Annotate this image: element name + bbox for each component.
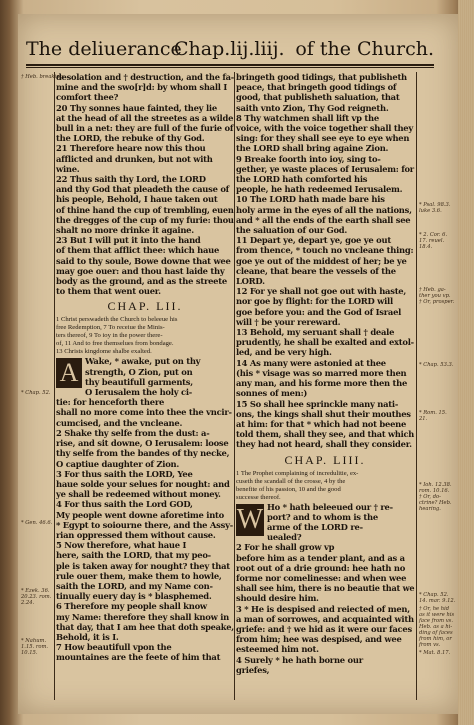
text-line: saith the LORD, and my Name con- (56, 580, 213, 591)
left-column-verses (56, 72, 234, 296)
text-line: * Egypt to soiourne there, and the Assy- (56, 519, 233, 530)
running-head (26, 34, 434, 64)
margin-note: † Or, prosper. (419, 299, 455, 305)
text-line: uealed? (267, 532, 302, 543)
text-line: people, he hath redeemed Ierusalem. (236, 184, 403, 195)
text-line: strength, O Zion, put on (85, 366, 193, 377)
margin-note: * 2. Cor. 6. (419, 232, 448, 238)
text-line: rule ouer them, make them to howle, (56, 570, 222, 581)
text-line: Behold, it is I. (56, 631, 119, 642)
text-line: goe ye out of the middest of her; be ye (236, 255, 407, 266)
text-line: at him: for that * which had not beene (236, 418, 407, 429)
text-line: mountaines are the feete of him that (56, 652, 221, 663)
margin-note: * Chap. 53.3. (419, 362, 454, 368)
text-line: the dregges of the cup of my furie: thou (56, 214, 234, 225)
text-line: O Ierusalem the holy ci- (85, 387, 192, 398)
text-line: desolation and † destruction, and the fa- (56, 72, 234, 82)
text-line: will † be your rereward. (236, 316, 341, 327)
text-line: to them that went ouer. (56, 286, 161, 297)
right-column-verses (236, 72, 414, 450)
text-line: 6 Therefore my people shall know (56, 601, 207, 612)
text-line: 22 Thus saith thy Lord, the LORD (56, 174, 206, 185)
text-line: they had not heard, shall they consider. (236, 439, 412, 450)
margin-note: † Heb. ga- (419, 287, 446, 293)
text-line: tinually euery day is * blasphemed. (56, 591, 212, 602)
summary-line: of, 11 And to free themselues from bondage. (56, 340, 174, 348)
page-edge (458, 0, 474, 725)
head-rule-thin (26, 67, 434, 68)
text-line: comfort thee? (56, 92, 119, 103)
drop-cap-53: W (236, 503, 264, 535)
drop-cap-52: A (56, 358, 82, 388)
text-line: sing: for they shall see eye to eye when (236, 133, 410, 144)
summary-line: 1 Christ perswadeth the Church to beleeue his (56, 316, 178, 324)
text-line: the saluation of our God. (236, 225, 348, 236)
margin-note: † Or, he hid (419, 606, 450, 612)
text-line: griefe: and † we hid as it were our faces (236, 623, 412, 634)
text-line: 15 So shall hee sprinckle many nati- (236, 398, 399, 409)
margin-note: ther you vp. (419, 293, 451, 299)
margin-note: 20.23. rom. (21, 594, 52, 600)
text-line: 11 Depart ye, depart ye, goe ye out (236, 235, 391, 246)
text-line: the LORD hath comforted his (236, 174, 368, 185)
text-line: afflicted and drunken, but not with (56, 153, 213, 164)
text-line: arme of the LORD re- (267, 521, 363, 532)
margin-note: * Rom. 15. (419, 410, 447, 416)
margin-rule-right (416, 72, 417, 700)
column-divider (234, 72, 235, 700)
text-line: bull in a net: they are full of the furie of (56, 123, 234, 134)
text-line: esteemed him not. (236, 644, 319, 655)
margin-note: luke 3.6. (419, 208, 442, 214)
margin-note: * Ioh. 12.38. (419, 482, 452, 488)
text-line: mine and the swo[r]d: by whom shall I (56, 82, 228, 93)
text-line: saith vnto Zion, Thy God reigneth. (236, 102, 389, 113)
text-line: thy selfe from the bandes of thy necke, (56, 448, 230, 459)
text-line: 10 The LORD hath made bare his (236, 194, 385, 205)
text-line: a man of sorrowes, and acquainted with (236, 613, 414, 624)
text-line: 4 For thus saith the Lord GOD, (56, 499, 193, 510)
text-line: 21 Therefore heare now this thou (56, 143, 206, 154)
text-line: good, that publisheth saluation, that (236, 92, 400, 103)
summary-line: free Redemption, 7 To receiue the Minis- (56, 324, 165, 332)
text-line: his people, Behold, I haue taken out (56, 194, 218, 205)
text-line: may goe ouer: and thou hast laide thy (56, 265, 225, 276)
margin-note: rom. 10.16. (419, 488, 450, 494)
margin-note: * Mat. 8.17. (419, 650, 451, 656)
text-line: ple is taken away for nought? they that (56, 560, 230, 571)
summary-line: 13 Christs kingdome shalbe exalted. (56, 348, 152, 356)
text-line: any man, and his forme more then the (236, 378, 408, 389)
text-line: wine. (56, 163, 80, 174)
text-line: My people went downe aforetime into (56, 509, 224, 520)
summary-line: cuseth the scandall of the crosse, 4 by the (236, 477, 346, 485)
text-line: and * all the ends of the earth shall see (236, 214, 411, 225)
text-line: peace, that bringeth good tidings of (236, 82, 397, 93)
chapter-heading-53: CHAP. LIII. (284, 452, 366, 467)
text-line: root out of a drie ground: hee hath no (236, 562, 406, 573)
margin-note: * Psal. 98.3. (419, 202, 451, 208)
text-line: from him; hee was despised, and wee (236, 634, 402, 645)
margin-note: Heb. as a hi- (419, 624, 453, 630)
text-line: of thine hand the cup of trembling, euen (56, 204, 234, 215)
text-line: 20 Thy sonnes haue fainted, they lie (56, 102, 217, 113)
chapter-52-text (56, 356, 234, 662)
margin-note: face from vs. (419, 618, 453, 624)
text-line: and thy God that pleadeth the cause of (56, 184, 230, 195)
running-head-right: of the Church. (295, 38, 434, 60)
text-line: of them that afflict thee: which haue (56, 245, 220, 256)
text-line: 12 For ye shall not goe out with haste, (236, 286, 407, 297)
text-line: (his * visage was so marred more then (236, 367, 407, 378)
text-line: cumcised, and the vncleane. (56, 417, 183, 428)
margin-note: * Gen. 46.6. (21, 520, 53, 526)
text-line: holy arme in the eyes of all the nations, (236, 204, 412, 215)
text-line: 2 Shake thy selfe from the dust: a- (56, 427, 210, 438)
text-line: the LORD shall bring againe Zion. (236, 143, 389, 154)
text-line: rian oppressed them without cause. (56, 529, 216, 540)
text-line: 4 Surely * he hath borne our (236, 654, 363, 665)
text-line: 7 How beautifull vpon the (56, 642, 172, 653)
margin-note: hearing. (419, 506, 441, 512)
text-line: ons, the kings shall shut their mouthes (236, 408, 411, 419)
text-line: the LORD, the rebuke of thy God. (56, 133, 205, 144)
text-line: thy beautifull garments, (85, 376, 193, 387)
text-line: 9 Breake foorth into ioy, sing to- (236, 153, 381, 164)
text-line: here, saith the LORD, that my peo- (56, 550, 211, 561)
text-line: 3 * He is despised and reiected of men, (236, 603, 410, 614)
margin-rule-left (54, 72, 55, 700)
right-column (236, 72, 414, 700)
margin-note: * Ezek. 36. (21, 588, 50, 594)
summary-line: benefite of his passion, 10 and the good (236, 485, 341, 493)
text-line: body as the ground, and as the streete (56, 276, 227, 287)
left-column (56, 72, 234, 700)
text-line: led, and be very high. (236, 347, 332, 358)
margin-note: 2.24. (21, 600, 35, 606)
summary-line: ters thereof, 9 To ioy in the power there- (56, 332, 163, 340)
text-line: shalt no more drinke it againe. (56, 225, 194, 236)
chapter-summary-53 (236, 470, 414, 502)
margin-note: from vs. (419, 642, 441, 648)
text-line: goe before you: and the God of Israel (236, 306, 402, 317)
text-line: from thence, * touch no vncleane thing: (236, 245, 414, 256)
margin-note: * Chap. 52. (21, 390, 51, 396)
margin-note: 21. (419, 416, 428, 422)
margin-note: 18.4. (419, 244, 433, 250)
margin-note: 1.15. rom. (21, 644, 49, 650)
text-line: nor goe by flight: for the LORD will (236, 296, 393, 307)
text-line: forme nor comelinesse: and when wee (236, 572, 407, 583)
margin-note: 10.15. (21, 650, 38, 656)
text-line: said to thy soule, Bowe downe that wee (56, 255, 231, 266)
text-line: my Name: therefore they shall know in (56, 611, 229, 622)
margin-left (20, 72, 65, 700)
text-line: LORD. (236, 276, 265, 287)
margin-note: * Chap. 52. (419, 592, 449, 598)
text-line: tie: for henceforth there (56, 397, 165, 408)
text-line: at the head of all the streetes as a wilde (56, 112, 234, 123)
text-line: O captiue daughter of Zion. (56, 458, 180, 469)
text-line: prudently, he shall be exalted and extol- (236, 337, 414, 348)
text-line: 2 For he shall grow vp (236, 542, 335, 553)
margin-note: ctrine? Heb. (419, 500, 452, 506)
margin-note: * Nahum. (21, 638, 47, 644)
text-line: gether, ye waste places of Ierusalem: for (236, 163, 414, 174)
head-rule (26, 64, 434, 66)
margin-note: † Heb. breaking. (21, 74, 65, 80)
text-line: 3 For thus saith the LORD, Yee (56, 468, 193, 479)
text-line: shall see him, there is no beautie that we (236, 583, 415, 594)
text-line: 14 As many were astonied at thee (236, 357, 386, 368)
margin-note: as it were his (419, 612, 455, 618)
text-line: that day, that I am hee that doth speake, (56, 621, 234, 632)
text-line: shall no more come into thee the vncir- (56, 407, 232, 418)
text-line: Ho * hath beleeued our † re- (267, 501, 393, 512)
text-line: Wake, * awake, put on thy (85, 356, 201, 367)
text-line: 13 Behold, my seruant shall † deale (236, 327, 395, 338)
running-head-left: The deliuerance (26, 38, 182, 60)
margin-note: from him, or (419, 636, 452, 642)
text-line: before him as a tender plant, and as a (236, 552, 405, 563)
margin-right (418, 72, 456, 700)
summary-line: 1 The Prophet complaining of incredulitie, ex- (236, 469, 359, 477)
text-line: haue solde your selues for nought: and (56, 478, 230, 489)
text-line: griefes, (236, 664, 270, 675)
summary-line: successe thereof. (236, 493, 281, 501)
text-line: ye shall be redeemed without money. (56, 489, 221, 500)
text-line: cleane, that beare the vessels of the (236, 265, 396, 276)
chapter-summary-52 (56, 316, 234, 356)
chapter-heading-52: CHAP. LII. (107, 299, 183, 314)
text-line: should desire him. (236, 593, 319, 604)
text-line: 8 Thy watchmen shall lift vp the (236, 112, 379, 123)
text-line: bringeth good tidings, that publisheth (236, 72, 407, 82)
text-line: 5 Now therefore, what haue I (56, 540, 187, 551)
text-line: port? and to whom is the (267, 511, 378, 522)
text-line: sonnes of men:) (236, 388, 308, 399)
text-line: rise, and sit downe, O Ierusalem: loose (56, 438, 229, 449)
text-line: told them, shall they see, and that which (236, 429, 415, 440)
margin-note: 17. reuel. (419, 238, 445, 244)
text-line: 23 But I will put it into the hand (56, 235, 201, 246)
text-line: voice, with the voice together shall they (236, 123, 414, 134)
running-head-center: Chap.lij.liij. (174, 38, 285, 60)
margin-note: † Or, do- (419, 494, 441, 500)
margin-note: 14. mar. 9.12. (419, 598, 456, 604)
margin-note: ding of faces (419, 630, 453, 636)
